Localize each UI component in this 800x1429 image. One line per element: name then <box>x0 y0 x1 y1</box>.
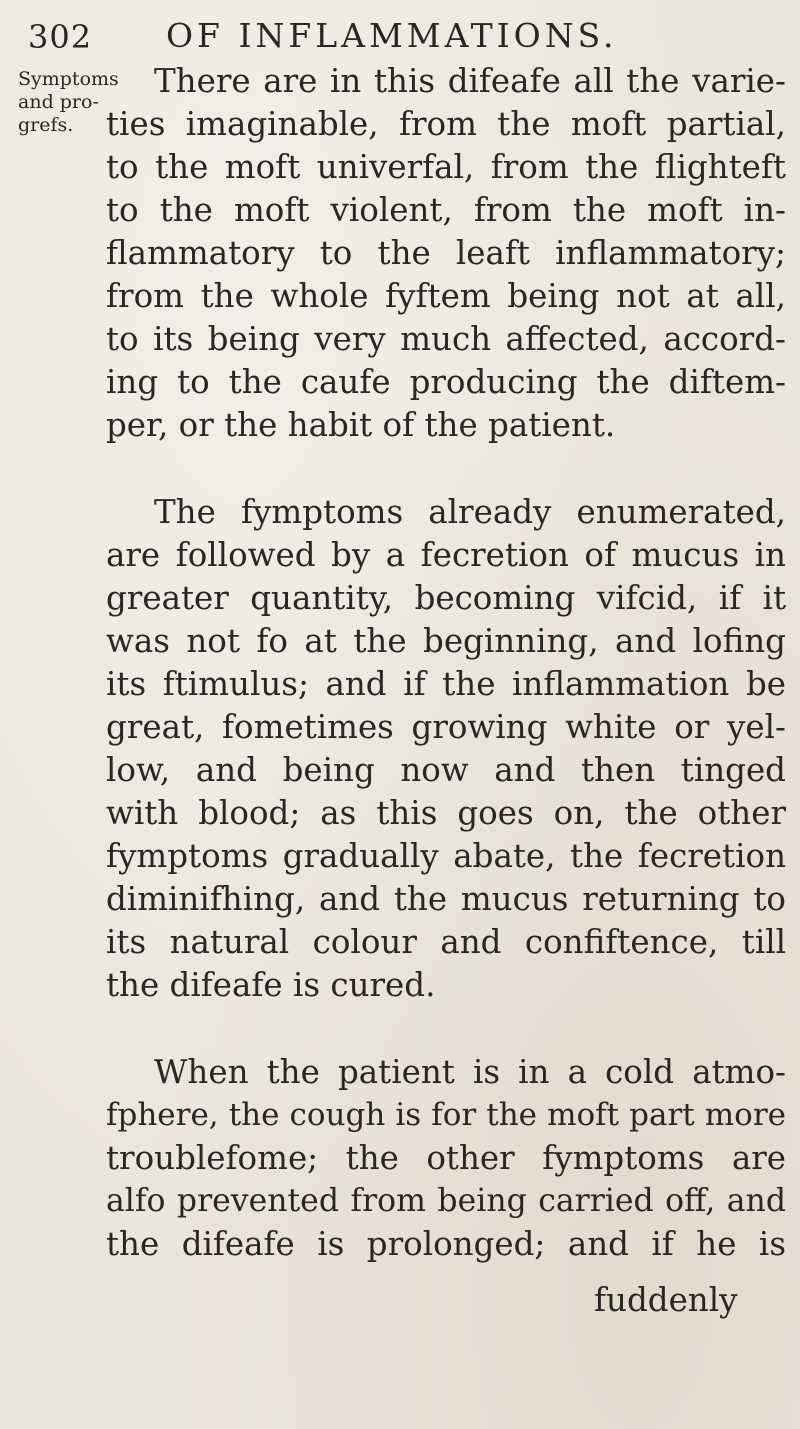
text-line: There are in this difeafe all the varie- <box>154 62 786 100</box>
paragraph-3 <box>106 1051 786 1266</box>
text-line: low, and being now and then tinged <box>106 751 786 789</box>
catchword: fuddenly <box>594 1281 738 1319</box>
text-line: ing to the caufe producing the diftem- <box>106 363 786 401</box>
text-line: per, or the habit of the patient. <box>106 406 616 444</box>
text-line: the difeafe is prolonged; and if he is <box>106 1225 786 1263</box>
text-line: to the moft violent, from the moft in- <box>106 191 786 229</box>
text-line: great, fometimes growing white or yel- <box>106 708 786 746</box>
text-line: the difeafe is cured. <box>106 966 436 1004</box>
paragraph-spacer <box>106 1007 786 1051</box>
text-line: fphere, the cough is for the moft part more <box>106 1097 786 1133</box>
paragraph-2 <box>106 491 786 1007</box>
margin-note-line: Symptoms <box>18 68 119 90</box>
text-line: greater quantity, becoming vifcid, if it <box>106 579 786 617</box>
text-line: was not fo at the beginning, and lofing <box>106 622 786 660</box>
text-line: are followed by a fecretion of mucus in <box>106 536 786 574</box>
text-line: The fymptoms already enumerated, <box>154 493 786 531</box>
text-line: from the whole fyftem being not at all, <box>106 277 786 315</box>
text-line: its natural colour and confiftence, till <box>106 923 786 961</box>
running-head: OF INFLAMMATIONS. <box>166 16 618 55</box>
paragraph-spacer <box>106 447 786 491</box>
text-line: to its being very much affected, accord- <box>106 320 786 358</box>
text-line: its ftimulus; and if the inflammation be <box>106 665 786 703</box>
margin-note <box>18 68 119 137</box>
text-line: diminifhing, and the mucus returning to <box>106 880 786 918</box>
page-header <box>0 14 800 60</box>
text-line: fymptoms gradually abate, the fecretion <box>106 837 786 875</box>
text-line: to the moft univerfal, from the flighteft <box>106 148 786 186</box>
text-line: alfo prevented from being carried off, and <box>106 1183 786 1219</box>
margin-note-line: grefs. <box>18 114 74 136</box>
page-number: 302 <box>28 18 93 56</box>
text-line: ties imaginable, from the moft partial, <box>106 105 786 143</box>
text-line: troublefome; the other fymptoms are <box>106 1139 786 1177</box>
text-line: with blood; as this goes on, the other <box>106 794 786 832</box>
margin-note-line: and pro- <box>18 91 99 113</box>
body-text <box>106 60 786 1266</box>
text-line: When the patient is in a cold atmo- <box>154 1053 786 1091</box>
paragraph-1 <box>106 60 786 447</box>
text-line: flammatory to the leaft inflammatory; <box>106 234 786 272</box>
